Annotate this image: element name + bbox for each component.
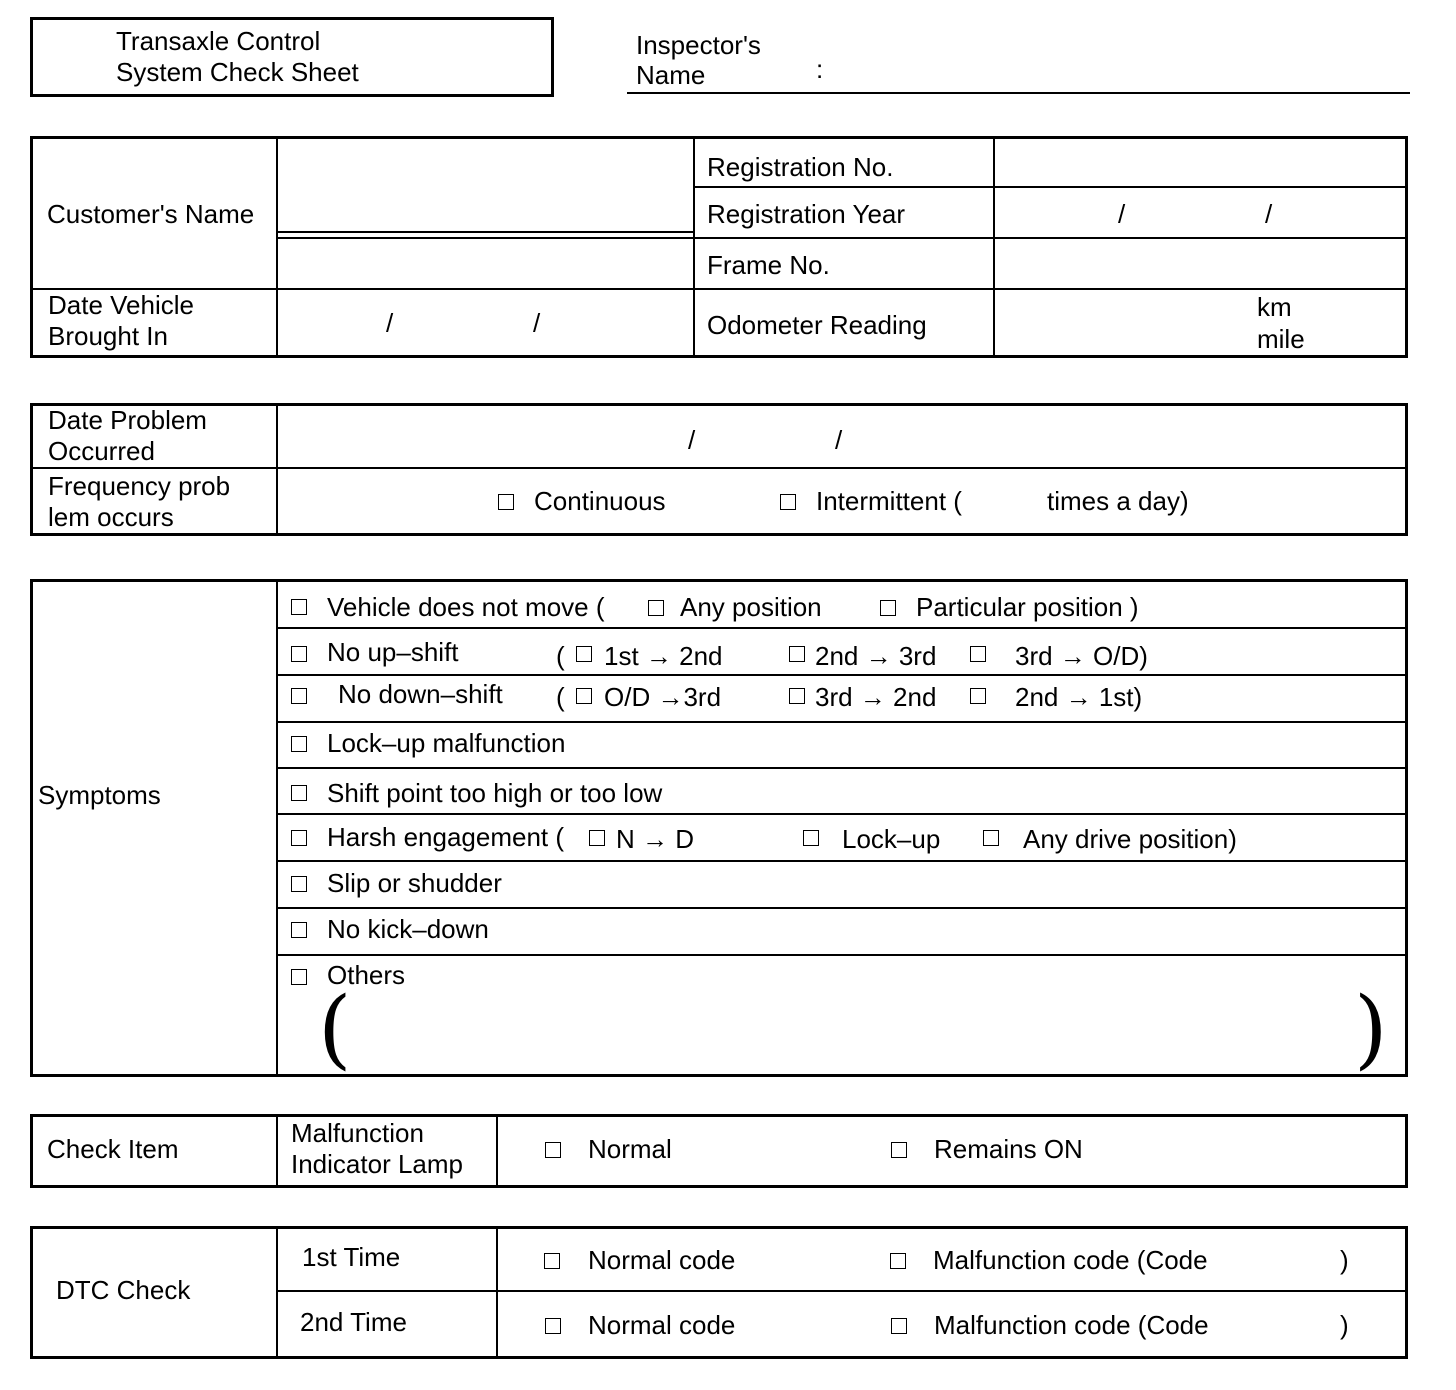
no-up-shift-label: No up–shift	[327, 637, 459, 667]
harsh-engagement-label: Harsh engagement (	[327, 822, 565, 852]
others-label: Others	[327, 960, 406, 990]
dtc-first-normal-label: Normal code	[588, 1245, 736, 1275]
dtc-first-time-label: 1st Time	[302, 1242, 401, 1272]
times-a-day-label: times a day)	[1047, 486, 1189, 516]
harsh-engagement-checkbox[interactable]	[291, 830, 307, 846]
mil-label-line-1: Malfunction	[291, 1118, 424, 1148]
dtc-second-normal-label: Normal code	[588, 1310, 736, 1340]
down-shift-3rd-2nd-label: 3rd → 2nd	[815, 682, 937, 712]
inspector-label-line-1: Inspector's	[636, 30, 761, 60]
harsh-lock-up-label: Lock–up	[842, 824, 941, 854]
mil-normal-checkbox[interactable]	[545, 1142, 561, 1158]
odometer-unit-km: km	[1257, 292, 1292, 322]
registration-no-label: Registration No.	[707, 152, 894, 182]
customer-name-label: Customer's Name	[47, 199, 255, 229]
particular-position-checkbox[interactable]	[880, 600, 896, 616]
date-separator: /	[386, 308, 394, 338]
up-shift-2nd-3rd-label: 2nd → 3rd	[815, 641, 937, 671]
slip-or-shudder-checkbox[interactable]	[291, 876, 307, 892]
registration-no-field[interactable]	[997, 140, 1403, 184]
up-shift-3rd-od-checkbox[interactable]	[970, 646, 986, 662]
intermittent-checkbox[interactable]	[780, 494, 796, 510]
others-open-paren: (	[318, 979, 352, 1079]
down-shift-od-3rd-checkbox[interactable]	[576, 688, 592, 704]
frequency-label-line-1: Frequency prob	[48, 471, 231, 501]
dtc-check-label: DTC Check	[56, 1275, 191, 1305]
no-up-shift-checkbox[interactable]	[291, 646, 307, 662]
lock-up-malfunction-checkbox[interactable]	[291, 736, 307, 752]
intermittent-label: Intermittent (	[816, 486, 962, 516]
date-problem-label-line-2: Occurred	[48, 436, 155, 466]
vehicle-does-not-move-label: Vehicle does not move (	[327, 592, 605, 622]
slip-or-shudder-label: Slip or shudder	[327, 868, 502, 898]
up-shift-3rd-od-label: 3rd → O/D)	[1015, 641, 1148, 671]
date-brought-in-label-line-2: Brought In	[48, 321, 168, 351]
dtc-first-malfunction-label: Malfunction code (Code	[933, 1245, 1208, 1275]
down-shift-open-paren: (	[556, 682, 565, 712]
dtc-second-malfunction-checkbox[interactable]	[891, 1318, 907, 1334]
no-kick-down-label: No kick–down	[327, 914, 489, 944]
form-title-line-2: System Check Sheet	[116, 57, 359, 87]
continuous-checkbox[interactable]	[498, 494, 514, 510]
date-brought-in-label-line-1: Date Vehicle	[48, 290, 194, 320]
harsh-any-drive-checkbox[interactable]	[983, 830, 999, 846]
harsh-n-d-label: N → D	[616, 824, 694, 854]
others-details-field[interactable]	[350, 992, 1350, 1066]
no-down-shift-label: No down–shift	[338, 679, 503, 709]
shift-point-checkbox[interactable]	[291, 785, 307, 801]
down-shift-2nd-1st-checkbox[interactable]	[970, 688, 986, 704]
shift-point-label: Shift point too high or too low	[327, 778, 663, 808]
others-checkbox[interactable]	[291, 969, 307, 985]
check-item-label: Check Item	[47, 1134, 179, 1164]
any-position-label: Any position	[680, 592, 822, 622]
continuous-label: Continuous	[534, 486, 666, 516]
vehicle-does-not-move-checkbox[interactable]	[291, 599, 307, 615]
date-separator: /	[1265, 199, 1273, 229]
odometer-unit-mile: mile	[1257, 324, 1305, 354]
dtc-second-normal-checkbox[interactable]	[545, 1318, 561, 1334]
inspector-name-field[interactable]	[627, 92, 1410, 94]
frame-no-field[interactable]	[997, 241, 1403, 285]
customer-name-field-2[interactable]	[280, 241, 690, 285]
harsh-any-drive-label: Any drive position)	[1023, 824, 1237, 854]
inspector-colon: :	[816, 54, 824, 84]
down-shift-od-3rd-label: O/D →3rd	[604, 682, 722, 712]
mil-remains-on-checkbox[interactable]	[891, 1142, 907, 1158]
harsh-lock-up-checkbox[interactable]	[803, 830, 819, 846]
up-shift-open-paren: (	[556, 641, 565, 671]
down-shift-3rd-2nd-checkbox[interactable]	[789, 688, 805, 704]
form-title-line-1: Transaxle Control	[116, 26, 321, 56]
dtc-second-malfunction-label: Malfunction code (Code	[934, 1310, 1209, 1340]
others-close-paren: )	[1354, 979, 1388, 1079]
particular-position-label: Particular position )	[916, 592, 1139, 622]
date-separator: /	[688, 425, 696, 455]
registration-year-label: Registration Year	[707, 199, 906, 229]
inspector-label-line-2: Name	[636, 60, 706, 90]
up-shift-1st-2nd-checkbox[interactable]	[576, 646, 592, 662]
customer-name-field-1[interactable]	[280, 140, 690, 228]
any-position-checkbox[interactable]	[648, 600, 664, 616]
date-separator: /	[835, 425, 843, 455]
date-problem-label-line-1: Date Problem	[48, 405, 207, 435]
frequency-label-line-2: lem occurs	[48, 502, 174, 532]
up-shift-1st-2nd-label: 1st → 2nd	[604, 641, 723, 671]
up-shift-2nd-3rd-checkbox[interactable]	[789, 646, 805, 662]
harsh-n-d-checkbox[interactable]	[589, 830, 605, 846]
odometer-label: Odometer Reading	[707, 310, 927, 340]
dtc-first-malfunction-checkbox[interactable]	[890, 1253, 906, 1269]
date-separator: /	[1118, 199, 1126, 229]
check-item-table	[30, 1114, 1408, 1188]
mil-label-line-2: Indicator Lamp	[291, 1149, 463, 1179]
date-separator: /	[533, 308, 541, 338]
dtc-first-close-paren: )	[1340, 1245, 1349, 1275]
dtc-second-time-label: 2nd Time	[300, 1307, 407, 1337]
no-kick-down-checkbox[interactable]	[291, 922, 307, 938]
problem-table	[30, 403, 1408, 536]
down-shift-2nd-1st-label: 2nd → 1st)	[1015, 682, 1143, 712]
mil-remains-on-label: Remains ON	[934, 1134, 1083, 1164]
no-down-shift-checkbox[interactable]	[291, 688, 307, 704]
symptoms-label: Symptoms	[38, 780, 161, 810]
frame-no-label: Frame No.	[707, 250, 830, 280]
dtc-second-close-paren: )	[1340, 1310, 1349, 1340]
dtc-first-normal-checkbox[interactable]	[544, 1253, 560, 1269]
mil-normal-label: Normal	[588, 1134, 672, 1164]
lock-up-malfunction-label: Lock–up malfunction	[327, 728, 566, 758]
